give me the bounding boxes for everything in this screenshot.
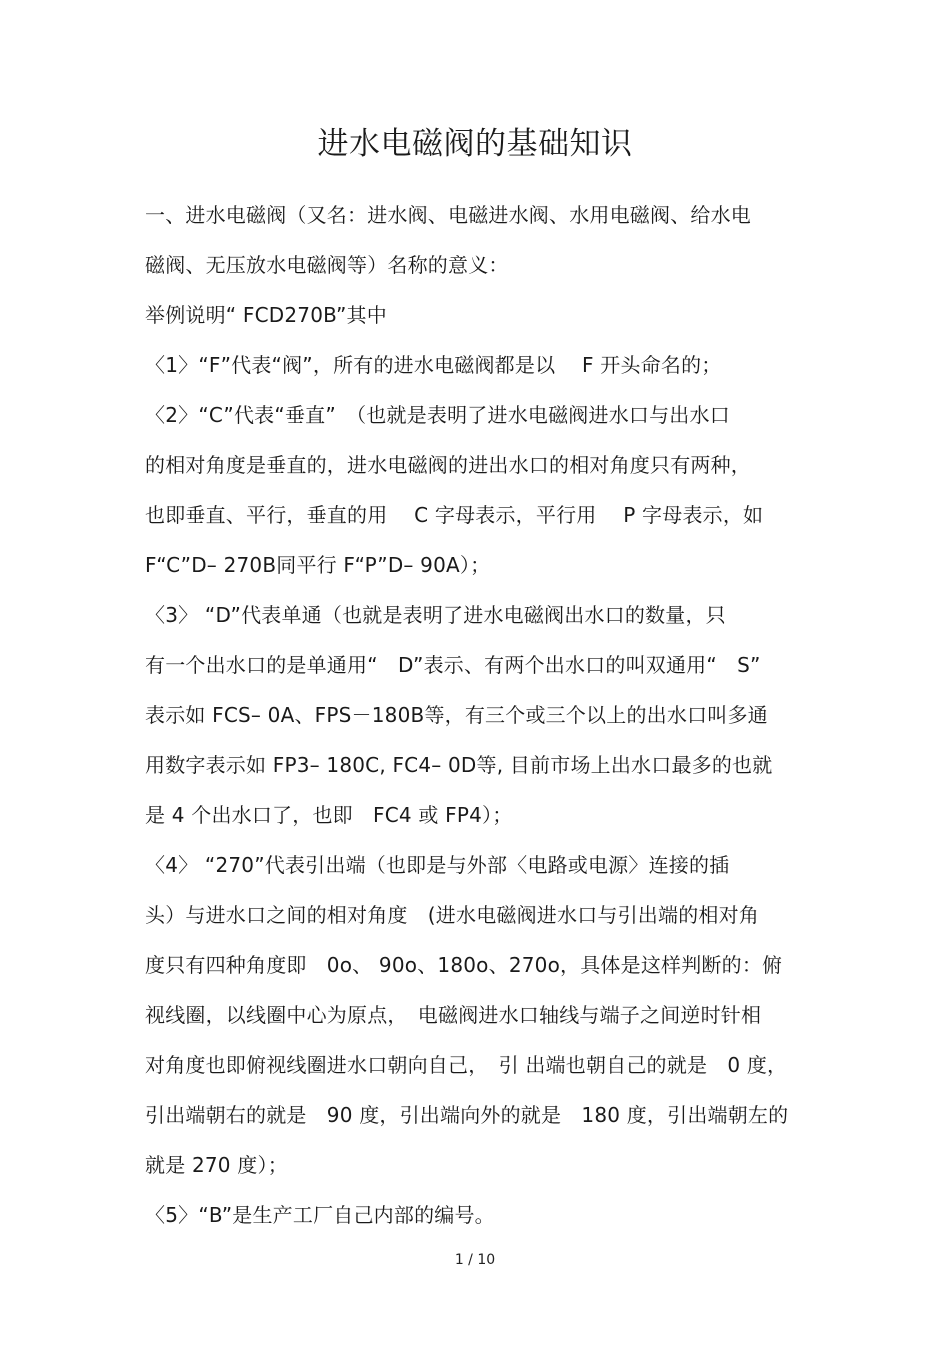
body-line: 就是 270 度）；: [145, 1153, 288, 1177]
document-body: [145, 195, 825, 1245]
body-line: 表示如 FCS– 0A、FPS－180B等，有三个或三个以上的出水口叫多通: [145, 703, 768, 727]
document-title: 进水电磁阀的基础知识: [317, 126, 633, 162]
body-line: 〈1〉“F”代表“阀”，所有的进水电磁阀都是以 F 开头命名的；: [145, 353, 722, 377]
body-line: 〈4〉 “270”代表引出端（也即是与外部〈电路或电源〉连接的插: [145, 853, 730, 877]
body-line: 视线圈，以线圈中心为原点， 电磁阀进水口轴线与端子之间逆时针相: [145, 1003, 762, 1027]
body-line: 〈2〉“C”代表“垂直” （也就是表明了进水电磁阀进水口与出水口: [145, 403, 730, 427]
body-line: 举例说明“ FCD270B”其中: [145, 303, 387, 327]
body-line: 〈3〉 “D”代表单通（也就是表明了进水电磁阀出水口的数量，只: [145, 603, 726, 627]
body-line: 对角度也即俯视线圈进水口朝向自己， 引 出端也朝自己的就是 0 度，: [145, 1053, 788, 1077]
body-line: 的相对角度是垂直的，进水电磁阀的进出水口的相对角度只有两种，: [145, 453, 751, 477]
body-line: 磁阀、无压放水电磁阀等）名称的意义：: [145, 253, 509, 277]
body-line: 头）与进水口之间的相对角度 (进水电磁阀进水口与引出端的相对角: [145, 903, 760, 927]
body-line: 引出端朝右的就是 90 度，引出端向外的就是 180 度，引出端朝左的: [145, 1103, 789, 1127]
body-line: F“C”D– 270B同平行 F“P”D– 90A）；: [145, 553, 491, 577]
body-line: 有一个出水口的是单通用“ D”表示、有两个出水口的叫双通用“ S”: [145, 653, 761, 677]
page-number: 1 / 10: [454, 1252, 496, 1268]
body-line: 一、进水电磁阀（又名：进水阀、电磁进水阀、水用电磁阀、给水电: [145, 203, 751, 227]
body-line: 度只有四种角度即 0o、 90o、180o、270o，具体是这样判断的：俯: [145, 953, 783, 977]
body-line: 用数字表示如 FP3– 180C, FC4– 0D等, 目前市场上出水口最多的也就: [145, 753, 773, 777]
body-line: 〈5〉“B”是生产工厂自己内部的编号。: [145, 1203, 495, 1227]
body-line: 是 4 个出水口了，也即 FC4 或 FP4）；: [145, 803, 513, 827]
body-line: 也即垂直、平行，垂直的用 C 字母表示，平行用 P 字母表示，如: [145, 503, 764, 527]
